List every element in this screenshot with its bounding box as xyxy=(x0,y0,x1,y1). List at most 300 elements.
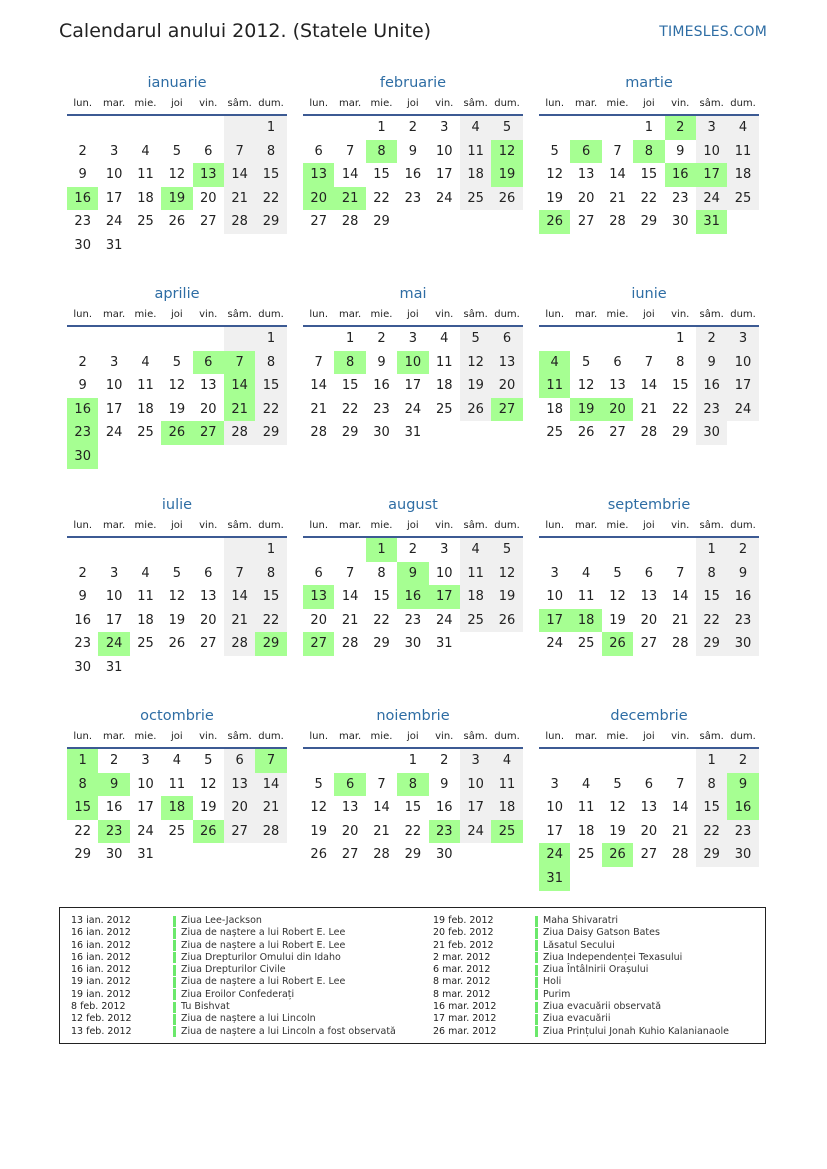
day-cell[interactable]: 22 xyxy=(255,398,286,422)
day-cell[interactable]: 18 xyxy=(460,585,491,609)
day-cell[interactable]: 7 xyxy=(314,354,323,370)
day-cell[interactable]: 13 xyxy=(640,589,658,605)
day-cell[interactable]: 27 xyxy=(224,820,255,844)
day-cell[interactable]: 6 xyxy=(570,140,601,164)
day-cell[interactable]: 2 xyxy=(78,143,87,159)
day-cell[interactable]: 25 xyxy=(491,820,522,844)
day-cell[interactable]: 2 xyxy=(78,354,87,370)
day-cell[interactable]: 10 xyxy=(105,167,123,183)
day-cell[interactable]: 22 xyxy=(671,401,689,417)
day-cell[interactable]: 24 xyxy=(546,636,563,652)
day-cell[interactable]: 4 xyxy=(141,565,150,581)
day-cell[interactable]: 14 xyxy=(671,589,689,605)
day-cell[interactable]: 23 xyxy=(404,612,422,628)
day-cell[interactable]: 4 xyxy=(460,538,491,562)
day-cell[interactable]: 7 xyxy=(613,143,622,159)
day-cell[interactable]: 30 xyxy=(373,425,390,441)
day-cell[interactable]: 13 xyxy=(193,163,224,187)
day-cell[interactable]: 11 xyxy=(577,800,595,816)
day-cell[interactable]: 1 xyxy=(366,538,397,562)
day-cell[interactable]: 13 xyxy=(640,800,658,816)
day-cell[interactable]: 15 xyxy=(404,800,422,816)
day-cell[interactable]: 19 xyxy=(310,823,327,839)
day-cell[interactable]: 24 xyxy=(137,823,154,839)
day-cell[interactable]: 16 xyxy=(435,800,453,816)
day-cell[interactable]: 2 xyxy=(109,753,119,768)
day-cell[interactable]: 25 xyxy=(435,401,453,417)
day-cell[interactable]: 28 xyxy=(671,847,689,863)
day-cell[interactable]: 3 xyxy=(109,143,119,159)
day-cell[interactable]: 24 xyxy=(105,425,123,441)
day-cell[interactable]: 9 xyxy=(397,562,428,586)
day-cell[interactable]: 30 xyxy=(404,636,422,652)
day-cell[interactable]: 13 xyxy=(609,378,626,394)
day-cell[interactable]: 18 xyxy=(161,796,192,820)
day-cell[interactable]: 25 xyxy=(137,636,154,652)
day-cell[interactable]: 11 xyxy=(727,140,758,164)
day-cell[interactable]: 26 xyxy=(460,398,491,422)
day-cell[interactable]: 14 xyxy=(341,589,359,605)
day-cell[interactable]: 26 xyxy=(491,609,522,633)
day-cell[interactable]: 26 xyxy=(602,632,633,656)
day-cell[interactable]: 30 xyxy=(67,445,98,469)
day-cell[interactable]: 31 xyxy=(696,210,727,234)
day-cell[interactable]: 4 xyxy=(141,354,150,370)
day-cell[interactable]: 11 xyxy=(577,589,595,605)
day-cell[interactable]: 22 xyxy=(696,820,727,844)
day-cell[interactable]: 26 xyxy=(602,843,633,867)
day-cell[interactable]: 5 xyxy=(314,776,323,792)
day-cell[interactable]: 19 xyxy=(168,401,186,417)
day-cell[interactable]: 3 xyxy=(696,116,727,140)
day-cell[interactable]: 11 xyxy=(460,140,491,164)
day-cell[interactable]: 14 xyxy=(310,378,327,394)
day-cell[interactable]: 4 xyxy=(491,749,522,773)
day-cell[interactable]: 23 xyxy=(727,820,758,844)
day-cell[interactable]: 6 xyxy=(204,565,213,581)
day-cell[interactable]: 21 xyxy=(224,187,255,211)
day-cell[interactable]: 20 xyxy=(341,823,359,839)
day-cell[interactable]: 15 xyxy=(696,796,727,820)
day-cell[interactable]: 8 xyxy=(696,773,727,797)
day-cell[interactable]: 3 xyxy=(141,753,150,768)
day-cell[interactable]: 29 xyxy=(404,847,422,863)
day-cell[interactable]: 12 xyxy=(491,562,522,586)
day-cell[interactable]: 17 xyxy=(696,163,727,187)
day-cell[interactable]: 25 xyxy=(137,214,154,230)
day-cell[interactable]: 11 xyxy=(137,167,154,183)
day-cell[interactable]: 22 xyxy=(640,190,658,206)
day-cell[interactable]: 21 xyxy=(373,823,390,839)
day-cell[interactable]: 10 xyxy=(435,143,453,159)
day-cell[interactable]: 12 xyxy=(168,589,186,605)
day-cell[interactable]: 30 xyxy=(74,237,91,253)
day-cell[interactable]: 11 xyxy=(491,773,522,797)
day-cell[interactable]: 4 xyxy=(440,331,449,346)
day-cell[interactable]: 5 xyxy=(491,116,522,140)
day-cell[interactable]: 20 xyxy=(577,190,595,206)
day-cell[interactable]: 15 xyxy=(373,589,390,605)
day-cell[interactable]: 4 xyxy=(460,116,491,140)
day-cell[interactable]: 22 xyxy=(373,190,390,206)
day-cell[interactable]: 13 xyxy=(341,800,359,816)
day-cell[interactable]: 24 xyxy=(435,190,453,206)
day-cell[interactable]: 20 xyxy=(199,190,217,206)
day-cell[interactable]: 30 xyxy=(671,214,689,230)
day-cell[interactable]: 19 xyxy=(609,612,626,628)
day-cell[interactable]: 3 xyxy=(550,565,559,581)
day-cell[interactable]: 24 xyxy=(435,612,453,628)
day-cell[interactable]: 11 xyxy=(460,562,491,586)
day-cell[interactable]: 26 xyxy=(539,210,570,234)
day-cell[interactable]: 3 xyxy=(109,354,119,370)
day-cell[interactable]: 7 xyxy=(345,143,355,159)
day-cell[interactable]: 27 xyxy=(199,214,217,230)
day-cell[interactable]: 16 xyxy=(67,187,98,211)
day-cell[interactable]: 27 xyxy=(577,214,595,230)
day-cell[interactable]: 27 xyxy=(491,398,522,422)
day-cell[interactable]: 15 xyxy=(341,378,359,394)
day-cell[interactable]: 27 xyxy=(199,636,217,652)
day-cell[interactable]: 25 xyxy=(460,609,491,633)
day-cell[interactable]: 25 xyxy=(168,823,186,839)
day-cell[interactable]: 2 xyxy=(727,538,758,562)
day-cell[interactable]: 21 xyxy=(671,612,689,628)
day-cell[interactable]: 6 xyxy=(314,565,323,581)
day-cell[interactable]: 1 xyxy=(345,331,355,346)
day-cell[interactable]: 23 xyxy=(727,609,758,633)
day-cell[interactable]: 10 xyxy=(137,776,154,792)
day-cell[interactable]: 7 xyxy=(224,562,255,586)
day-cell[interactable]: 22 xyxy=(255,609,286,633)
day-cell[interactable]: 18 xyxy=(546,401,563,417)
day-cell[interactable]: 24 xyxy=(696,187,727,211)
day-cell[interactable]: 8 xyxy=(67,773,98,797)
day-cell[interactable]: 1 xyxy=(377,120,386,135)
day-cell[interactable]: 3 xyxy=(408,331,417,346)
day-cell[interactable]: 3 xyxy=(727,327,758,351)
day-cell[interactable]: 21 xyxy=(640,401,658,417)
day-cell[interactable]: 18 xyxy=(137,190,154,206)
day-cell[interactable]: 15 xyxy=(671,378,689,394)
day-cell[interactable]: 15 xyxy=(696,585,727,609)
day-cell[interactable]: 9 xyxy=(727,773,758,797)
day-cell[interactable]: 30 xyxy=(105,847,123,863)
day-cell[interactable]: 28 xyxy=(255,820,286,844)
day-cell[interactable]: 29 xyxy=(255,210,286,234)
day-cell[interactable]: 17 xyxy=(429,585,460,609)
day-cell[interactable]: 11 xyxy=(435,354,453,370)
day-cell[interactable]: 19 xyxy=(168,612,186,628)
day-cell[interactable]: 2 xyxy=(408,542,417,557)
day-cell[interactable]: 17 xyxy=(105,401,123,417)
day-cell[interactable]: 23 xyxy=(429,820,460,844)
day-cell[interactable]: 31 xyxy=(105,659,123,675)
day-cell[interactable]: 9 xyxy=(98,773,129,797)
day-cell[interactable]: 9 xyxy=(377,354,386,370)
day-cell[interactable]: 31 xyxy=(137,847,154,863)
day-cell[interactable]: 23 xyxy=(404,190,422,206)
day-cell[interactable]: 9 xyxy=(727,562,758,586)
day-cell[interactable]: 9 xyxy=(440,776,449,792)
day-cell[interactable]: 5 xyxy=(172,143,181,159)
day-cell[interactable]: 4 xyxy=(581,565,591,581)
day-cell[interactable]: 1 xyxy=(696,538,727,562)
day-cell[interactable]: 12 xyxy=(577,378,595,394)
day-cell[interactable]: 6 xyxy=(193,351,224,375)
day-cell[interactable]: 7 xyxy=(224,351,255,375)
day-cell[interactable]: 12 xyxy=(491,140,522,164)
day-cell[interactable]: 13 xyxy=(199,589,217,605)
day-cell[interactable]: 24 xyxy=(727,398,758,422)
day-cell[interactable]: 2 xyxy=(377,331,386,346)
day-cell[interactable]: 12 xyxy=(546,167,563,183)
day-cell[interactable]: 15 xyxy=(255,374,286,398)
day-cell[interactable]: 8 xyxy=(377,565,386,581)
day-cell[interactable]: 29 xyxy=(341,425,359,441)
day-cell[interactable]: 26 xyxy=(577,425,595,441)
day-cell[interactable]: 9 xyxy=(78,589,87,605)
day-cell[interactable]: 8 xyxy=(397,773,428,797)
day-cell[interactable]: 17 xyxy=(137,800,154,816)
day-cell[interactable]: 14 xyxy=(640,378,658,394)
day-cell[interactable]: 29 xyxy=(373,214,390,230)
day-cell[interactable]: 2 xyxy=(665,116,696,140)
day-cell[interactable]: 10 xyxy=(435,565,453,581)
day-cell[interactable]: 7 xyxy=(255,749,286,773)
day-cell[interactable]: 1 xyxy=(255,327,286,351)
day-cell[interactable]: 8 xyxy=(696,562,727,586)
day-cell[interactable]: 5 xyxy=(204,753,213,768)
day-cell[interactable]: 20 xyxy=(199,612,217,628)
day-cell[interactable]: 8 xyxy=(255,140,286,164)
site-link[interactable]: TIMESLES.COM xyxy=(659,24,767,40)
day-cell[interactable]: 22 xyxy=(341,401,359,417)
day-cell[interactable]: 26 xyxy=(491,187,522,211)
day-cell[interactable]: 16 xyxy=(665,163,696,187)
day-cell[interactable]: 10 xyxy=(105,589,123,605)
day-cell[interactable]: 19 xyxy=(491,163,522,187)
day-cell[interactable]: 30 xyxy=(435,847,453,863)
day-cell[interactable]: 12 xyxy=(609,800,626,816)
day-cell[interactable]: 5 xyxy=(172,354,181,370)
day-cell[interactable]: 4 xyxy=(141,143,150,159)
day-cell[interactable]: 28 xyxy=(341,214,359,230)
day-cell[interactable]: 27 xyxy=(640,847,658,863)
day-cell[interactable]: 8 xyxy=(255,562,286,586)
day-cell[interactable]: 10 xyxy=(105,378,123,394)
day-cell[interactable]: 18 xyxy=(460,163,491,187)
day-cell[interactable]: 17 xyxy=(105,612,123,628)
day-cell[interactable]: 10 xyxy=(727,351,758,375)
day-cell[interactable]: 7 xyxy=(224,140,255,164)
day-cell[interactable]: 28 xyxy=(373,847,390,863)
day-cell[interactable]: 9 xyxy=(696,351,727,375)
day-cell[interactable]: 1 xyxy=(676,331,685,346)
day-cell[interactable]: 17 xyxy=(105,190,123,206)
day-cell[interactable]: 1 xyxy=(255,538,286,562)
day-cell[interactable]: 20 xyxy=(310,612,327,628)
day-cell[interactable]: 14 xyxy=(224,374,255,398)
day-cell[interactable]: 27 xyxy=(303,632,334,656)
day-cell[interactable]: 19 xyxy=(161,187,192,211)
day-cell[interactable]: 14 xyxy=(373,800,390,816)
day-cell[interactable]: 27 xyxy=(193,421,224,445)
day-cell[interactable]: 2 xyxy=(727,749,758,773)
day-cell[interactable]: 23 xyxy=(74,636,91,652)
day-cell[interactable]: 18 xyxy=(137,612,154,628)
day-cell[interactable]: 13 xyxy=(224,773,255,797)
day-cell[interactable]: 16 xyxy=(67,398,98,422)
day-cell[interactable]: 9 xyxy=(408,143,417,159)
day-cell[interactable]: 18 xyxy=(577,823,595,839)
day-cell[interactable]: 9 xyxy=(78,378,87,394)
day-cell[interactable]: 6 xyxy=(204,143,213,159)
day-cell[interactable]: 16 xyxy=(74,612,91,628)
day-cell[interactable]: 26 xyxy=(193,820,224,844)
day-cell[interactable]: 19 xyxy=(609,823,626,839)
day-cell[interactable]: 27 xyxy=(341,847,359,863)
day-cell[interactable]: 6 xyxy=(314,143,323,159)
day-cell[interactable]: 29 xyxy=(74,847,91,863)
day-cell[interactable]: 16 xyxy=(105,800,123,816)
day-cell[interactable]: 28 xyxy=(224,421,255,445)
day-cell[interactable]: 21 xyxy=(224,609,255,633)
day-cell[interactable]: 26 xyxy=(168,636,186,652)
day-cell[interactable]: 27 xyxy=(640,636,658,652)
day-cell[interactable]: 3 xyxy=(460,749,491,773)
day-cell[interactable]: 9 xyxy=(676,143,685,159)
day-cell[interactable]: 2 xyxy=(408,120,417,135)
day-cell[interactable]: 16 xyxy=(373,378,390,394)
day-cell[interactable]: 20 xyxy=(199,401,217,417)
day-cell[interactable]: 1 xyxy=(255,116,286,140)
day-cell[interactable]: 5 xyxy=(550,143,559,159)
day-cell[interactable]: 29 xyxy=(373,636,390,652)
day-cell[interactable]: 22 xyxy=(696,609,727,633)
day-cell[interactable]: 13 xyxy=(199,378,217,394)
day-cell[interactable]: 28 xyxy=(224,632,255,656)
day-cell[interactable]: 24 xyxy=(105,214,123,230)
day-cell[interactable]: 13 xyxy=(303,163,334,187)
day-cell[interactable]: 3 xyxy=(109,565,119,581)
day-cell[interactable]: 18 xyxy=(491,796,522,820)
day-cell[interactable]: 5 xyxy=(491,538,522,562)
day-cell[interactable]: 4 xyxy=(539,351,570,375)
day-cell[interactable]: 23 xyxy=(373,401,390,417)
day-cell[interactable]: 20 xyxy=(602,398,633,422)
day-cell[interactable]: 18 xyxy=(137,401,154,417)
day-cell[interactable]: 28 xyxy=(224,210,255,234)
day-cell[interactable]: 11 xyxy=(137,589,154,605)
day-cell[interactable]: 31 xyxy=(404,425,422,441)
day-cell[interactable]: 5 xyxy=(613,776,622,792)
day-cell[interactable]: 20 xyxy=(640,612,658,628)
day-cell[interactable]: 18 xyxy=(727,163,758,187)
day-cell[interactable]: 25 xyxy=(727,187,758,211)
day-cell[interactable]: 31 xyxy=(105,237,123,253)
day-cell[interactable]: 18 xyxy=(570,609,601,633)
day-cell[interactable]: 28 xyxy=(341,636,359,652)
day-cell[interactable]: 25 xyxy=(137,425,154,441)
day-cell[interactable]: 7 xyxy=(644,354,653,370)
day-cell[interactable]: 17 xyxy=(546,823,563,839)
day-cell[interactable]: 10 xyxy=(696,140,727,164)
day-cell[interactable]: 14 xyxy=(224,163,255,187)
day-cell[interactable]: 21 xyxy=(609,190,626,206)
day-cell[interactable]: 29 xyxy=(696,632,727,656)
day-cell[interactable]: 20 xyxy=(640,823,658,839)
day-cell[interactable]: 14 xyxy=(255,773,286,797)
day-cell[interactable]: 14 xyxy=(609,167,626,183)
day-cell[interactable]: 11 xyxy=(539,374,570,398)
day-cell[interactable]: 14 xyxy=(224,585,255,609)
day-cell[interactable]: 29 xyxy=(255,632,286,656)
day-cell[interactable]: 29 xyxy=(671,425,689,441)
day-cell[interactable]: 22 xyxy=(74,823,91,839)
day-cell[interactable]: 31 xyxy=(435,636,453,652)
day-cell[interactable]: 4 xyxy=(172,753,181,768)
day-cell[interactable]: 13 xyxy=(303,585,334,609)
day-cell[interactable]: 22 xyxy=(373,612,390,628)
day-cell[interactable]: 5 xyxy=(613,565,622,581)
day-cell[interactable]: 29 xyxy=(255,421,286,445)
day-cell[interactable]: 29 xyxy=(640,214,658,230)
day-cell[interactable]: 14 xyxy=(671,800,689,816)
day-cell[interactable]: 10 xyxy=(460,773,491,797)
day-cell[interactable]: 15 xyxy=(67,796,98,820)
day-cell[interactable]: 9 xyxy=(78,167,87,183)
day-cell[interactable]: 12 xyxy=(168,378,186,394)
day-cell[interactable]: 31 xyxy=(539,867,570,891)
day-cell[interactable]: 17 xyxy=(727,374,758,398)
day-cell[interactable]: 19 xyxy=(570,398,601,422)
day-cell[interactable]: 2 xyxy=(696,327,727,351)
day-cell[interactable]: 22 xyxy=(404,823,422,839)
day-cell[interactable]: 6 xyxy=(334,773,365,797)
day-cell[interactable]: 24 xyxy=(98,632,129,656)
day-cell[interactable]: 26 xyxy=(161,421,192,445)
day-cell[interactable]: 19 xyxy=(460,374,491,398)
day-cell[interactable]: 24 xyxy=(460,820,491,844)
day-cell[interactable]: 6 xyxy=(644,565,653,581)
day-cell[interactable]: 14 xyxy=(341,167,359,183)
day-cell[interactable]: 3 xyxy=(440,542,449,557)
day-cell[interactable]: 21 xyxy=(671,823,689,839)
day-cell[interactable]: 10 xyxy=(546,589,563,605)
day-cell[interactable]: 5 xyxy=(172,565,181,581)
day-cell[interactable]: 5 xyxy=(460,327,491,351)
day-cell[interactable]: 12 xyxy=(199,776,217,792)
day-cell[interactable]: 12 xyxy=(609,589,626,605)
day-cell[interactable]: 8 xyxy=(334,351,365,375)
day-cell[interactable]: 17 xyxy=(404,378,422,394)
day-cell[interactable]: 25 xyxy=(577,847,595,863)
day-cell[interactable]: 25 xyxy=(546,425,563,441)
day-cell[interactable]: 13 xyxy=(577,167,595,183)
day-cell[interactable]: 23 xyxy=(67,421,98,445)
day-cell[interactable]: 21 xyxy=(334,187,365,211)
day-cell[interactable]: 13 xyxy=(491,351,522,375)
day-cell[interactable]: 20 xyxy=(224,796,255,820)
day-cell[interactable]: 2 xyxy=(78,565,87,581)
day-cell[interactable]: 2 xyxy=(440,753,449,768)
day-cell[interactable]: 15 xyxy=(255,163,286,187)
day-cell[interactable]: 8 xyxy=(676,354,685,370)
day-cell[interactable]: 24 xyxy=(539,843,570,867)
day-cell[interactable]: 1 xyxy=(696,749,727,773)
day-cell[interactable]: 1 xyxy=(644,120,653,135)
